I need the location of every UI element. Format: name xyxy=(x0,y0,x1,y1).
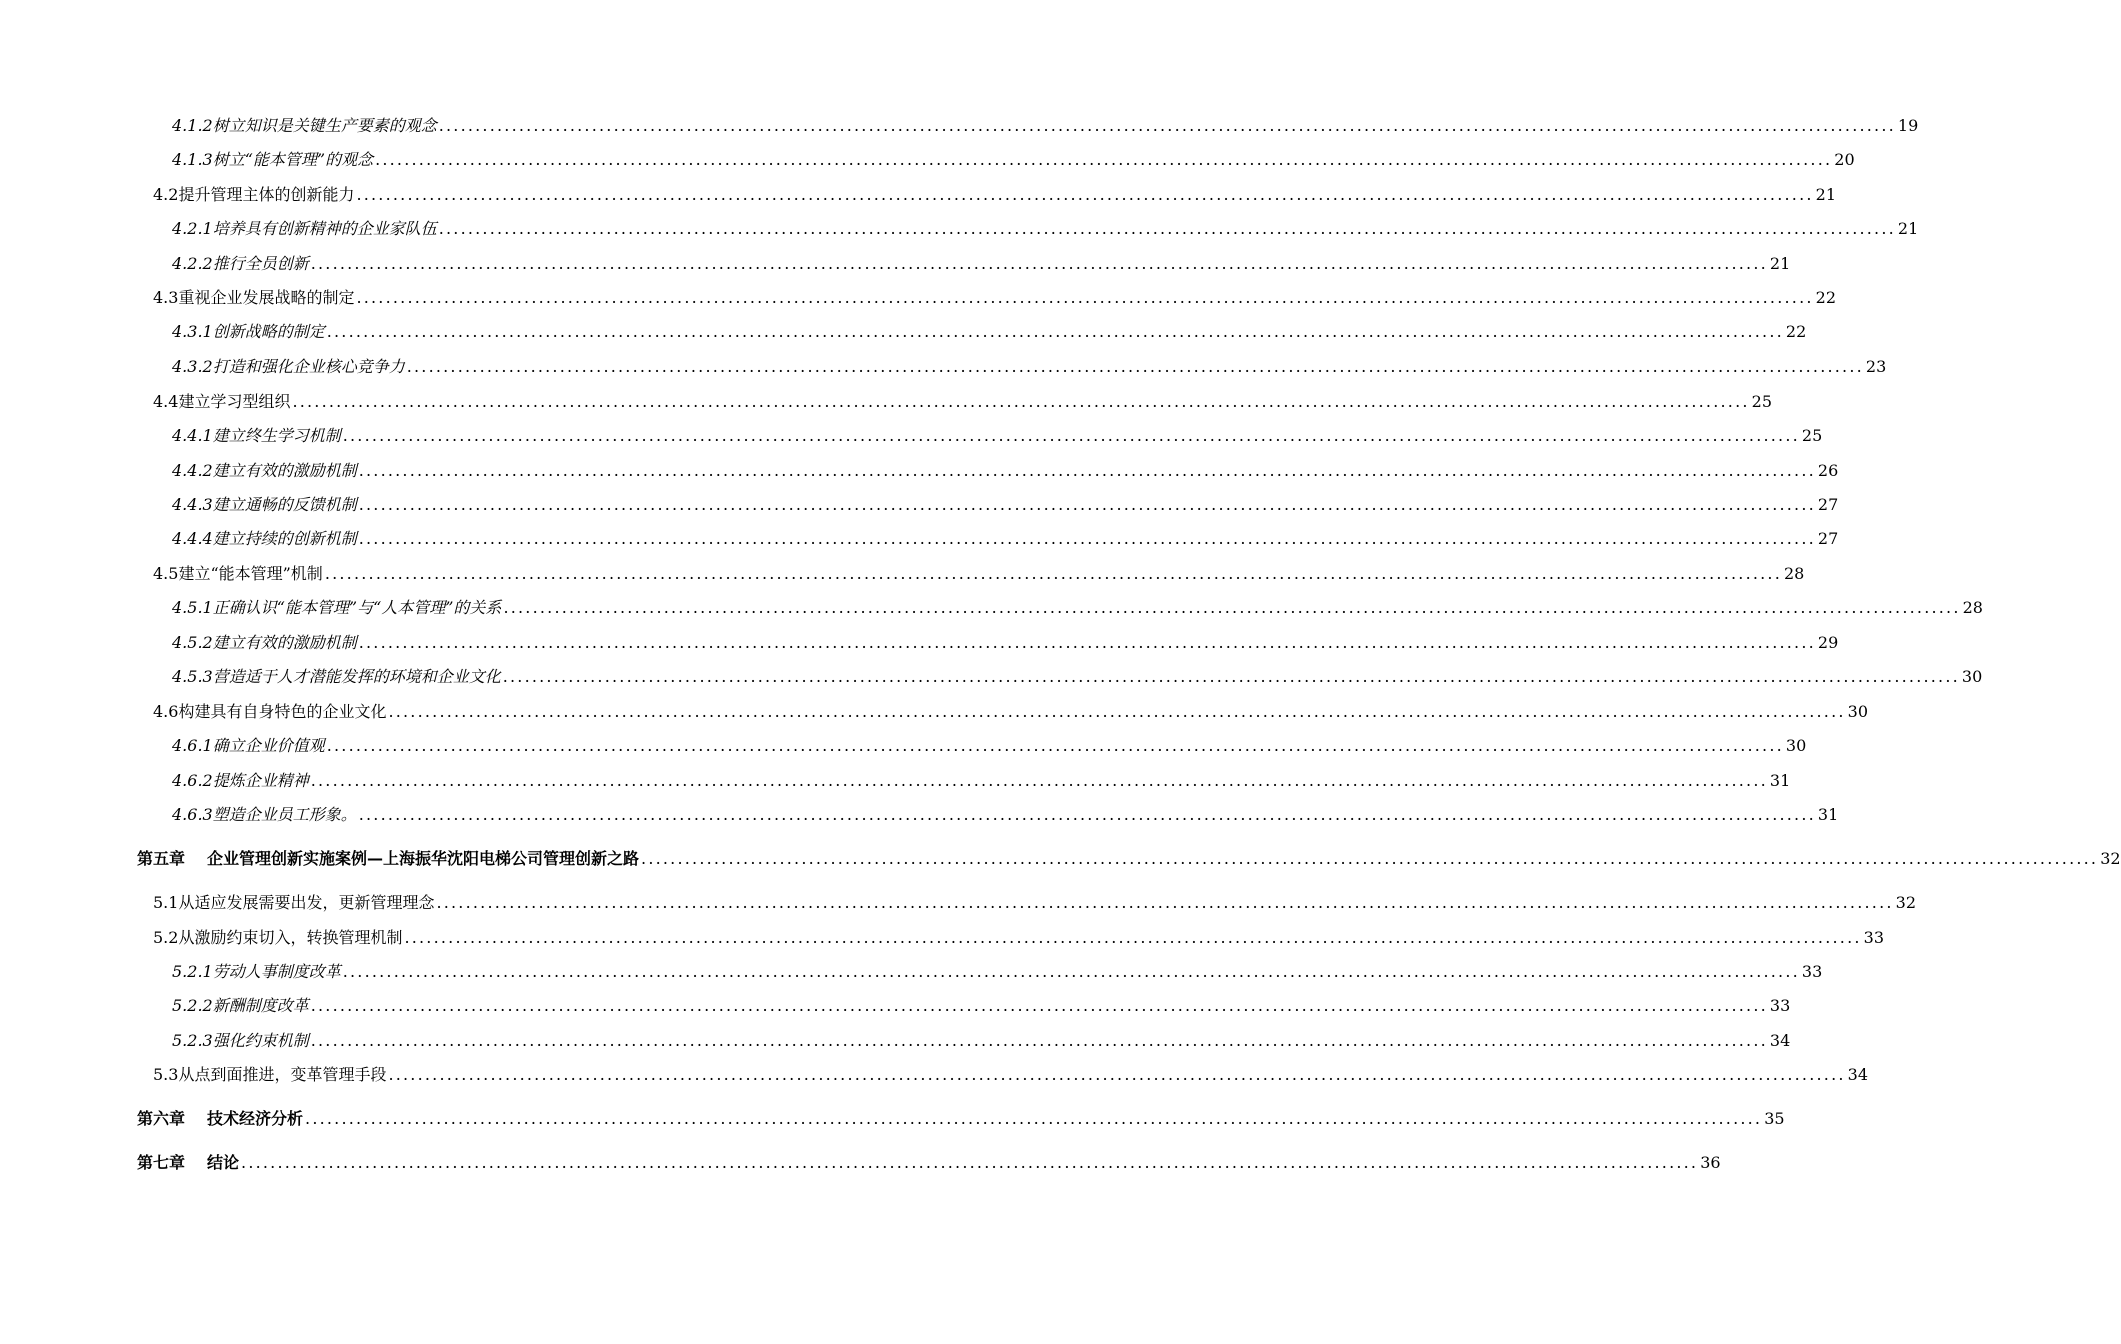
toc-entry-title: 4.3重视企业发展战略的制定 xyxy=(153,288,355,307)
toc-entry-title: 4.4.1建立终生学习机制 xyxy=(172,426,341,445)
toc-entry[interactable] xyxy=(172,770,1791,792)
toc-leader-dots: ........................................................................................................................................................................................................ xyxy=(241,1153,1699,1172)
toc-entry-title: 5.3从点到面推进，变革管理手段 xyxy=(153,1065,387,1084)
toc-leader-dots: ........................................................................................................................................................................................................ xyxy=(438,219,1896,238)
toc-chapter-entry[interactable] xyxy=(137,848,2121,870)
toc-leader-dots: ........................................................................................................................................................................................................ xyxy=(358,529,1816,548)
toc-page-number: 21 xyxy=(1815,185,1836,204)
toc-leader-dots: ........................................................................................................................................................................................................ xyxy=(502,667,1960,686)
toc-page-number: 30 xyxy=(1785,736,1807,755)
toc-entry-title: 4.6构建具有自身特色的企业文化 xyxy=(153,702,387,721)
toc-entry-title: 5.1从适应发展需要出发，更新管理理念 xyxy=(153,893,435,912)
toc-leader-dots: ........................................................................................................................................................................................................ xyxy=(358,633,1816,652)
toc-page-number: 33 xyxy=(1769,996,1791,1015)
toc-leader-dots: ........................................................................................................................................................................................................ xyxy=(324,564,1782,583)
toc-leader-dots: ........................................................................................................................................................................................................ xyxy=(342,426,1800,445)
toc-entry[interactable] xyxy=(172,804,1839,826)
toc-page-number: 20 xyxy=(1834,150,1855,169)
toc-entry-title: 4.6.1确立企业价值观 xyxy=(172,736,325,755)
toc-page-number: 35 xyxy=(1764,1109,1785,1128)
toc-leader-dots: ........................................................................................................................................................................................................ xyxy=(438,116,1896,135)
toc-page-number: 25 xyxy=(1751,392,1772,411)
toc-leader-dots: ........................................................................................................................................................................................................ xyxy=(358,461,1816,480)
toc-leader-dots: ........................................................................................................................................................................................................ xyxy=(388,1065,1846,1084)
toc-chapter-number: 第七章 xyxy=(137,1153,186,1172)
toc-entry[interactable] xyxy=(153,892,1916,914)
toc-leader-dots: ........................................................................................................................................................................................................ xyxy=(356,288,1814,307)
toc-entry[interactable] xyxy=(153,184,1836,206)
toc-leader-dots: ........................................................................................................................................................................................................ xyxy=(436,893,1894,912)
toc-leader-dots: ........................................................................................................................................................................................................ xyxy=(310,1031,1768,1050)
toc-chapter-number: 第五章 xyxy=(137,849,186,868)
toc-page-number: 32 xyxy=(2100,849,2121,868)
toc-leader-dots: ........................................................................................................................................................................................................ xyxy=(305,1109,1763,1128)
toc-entry-title: 4.2.1培养具有创新精神的企业家队伍 xyxy=(172,219,437,238)
toc-page-number: 33 xyxy=(1863,928,1884,947)
toc-entry-title: 4.2提升管理主体的创新能力 xyxy=(153,185,355,204)
toc-entry[interactable] xyxy=(153,287,1836,309)
toc-leader-dots: ........................................................................................................................................................................................................ xyxy=(641,849,2099,868)
toc-page-number: 34 xyxy=(1769,1031,1791,1050)
toc-entry[interactable] xyxy=(172,356,1887,378)
toc-entry-title: 4.6.3塑造企业员工形象。 xyxy=(172,805,357,824)
toc-entry[interactable] xyxy=(172,735,1807,757)
toc-page-number: 30 xyxy=(1961,667,1983,686)
toc-entry-title xyxy=(137,848,639,870)
toc-leader-dots: ........................................................................................................................................................................................................ xyxy=(310,771,1768,790)
toc-page-number: 33 xyxy=(1801,962,1823,981)
toc-entry[interactable] xyxy=(153,927,1884,949)
toc-entry-title: 4.5.2建立有效的激励机制 xyxy=(172,633,357,652)
toc-entry[interactable] xyxy=(172,149,1855,171)
toc-entry-title: 4.1.3树立“能本管理”的观念 xyxy=(172,150,374,169)
toc-entry[interactable] xyxy=(172,321,1807,343)
toc-page-number: 27 xyxy=(1817,495,1839,514)
toc-page-number: 27 xyxy=(1817,529,1839,548)
toc-leader-dots: ........................................................................................................................................................................................................ xyxy=(406,357,1864,376)
toc-entry-title: 5.2.3强化约束机制 xyxy=(172,1031,309,1050)
toc-chapter-title: 技术经济分析 xyxy=(207,1109,304,1128)
toc-leader-dots: ........................................................................................................................................................................................................ xyxy=(310,996,1768,1015)
toc-entry[interactable] xyxy=(172,425,1823,447)
toc-entry[interactable] xyxy=(172,494,1839,516)
toc-page-number: 22 xyxy=(1785,322,1807,341)
toc-entry-title xyxy=(137,1108,303,1130)
toc-entry[interactable] xyxy=(172,528,1839,550)
toc-chapter-title: 结论 xyxy=(207,1153,240,1172)
toc-chapter-number: 第六章 xyxy=(137,1109,186,1128)
toc-leader-dots: ........................................................................................................................................................................................................ xyxy=(375,150,1833,169)
toc-entry[interactable] xyxy=(172,995,1791,1017)
toc-entry[interactable] xyxy=(172,218,1919,240)
toc-entry-title: 5.2.1劳动人事制度改革 xyxy=(172,962,341,981)
toc-page-number: 26 xyxy=(1817,461,1839,480)
toc-entry-title: 4.3.1创新战略的制定 xyxy=(172,322,325,341)
toc-entry-title: 4.2.2推行全员创新 xyxy=(172,254,309,273)
toc-leader-dots: ........................................................................................................................................................................................................ xyxy=(404,928,1862,947)
toc-entry[interactable] xyxy=(172,460,1839,482)
toc-entry[interactable] xyxy=(153,391,1772,413)
toc-page-number: 25 xyxy=(1801,426,1823,445)
toc-entry[interactable] xyxy=(172,115,1919,137)
toc-leader-dots: ........................................................................................................................................................................................................ xyxy=(503,598,1961,617)
toc-leader-dots: ........................................................................................................................................................................................................ xyxy=(326,736,1784,755)
toc-leader-dots: ........................................................................................................................................................................................................ xyxy=(326,322,1784,341)
toc-page-number: 34 xyxy=(1847,1065,1868,1084)
toc-page-number: 21 xyxy=(1769,254,1791,273)
toc-page-number: 36 xyxy=(1700,1153,1721,1172)
toc-entry-title: 4.4.2建立有效的激励机制 xyxy=(172,461,357,480)
toc-leader-dots: ........................................................................................................................................................................................................ xyxy=(388,702,1846,721)
toc-entry-title: 4.4建立学习型组织 xyxy=(153,392,291,411)
toc-page-number: 28 xyxy=(1962,598,1983,617)
toc-entry[interactable] xyxy=(153,563,1805,585)
toc-chapter-entry[interactable] xyxy=(137,1152,1721,1174)
toc-entry-title: 4.5.1正确认识“能本管理”与“人本管理”的关系 xyxy=(172,598,502,617)
toc-entry[interactable] xyxy=(172,1030,1791,1052)
toc-entry-title: 4.4.3建立通畅的反馈机制 xyxy=(172,495,357,514)
toc-page-number: 21 xyxy=(1897,219,1919,238)
toc-page-number: 31 xyxy=(1769,771,1791,790)
toc-page-number: 30 xyxy=(1847,702,1868,721)
toc-leader-dots: ........................................................................................................................................................................................................ xyxy=(358,495,1816,514)
toc-leader-dots: ........................................................................................................................................................................................................ xyxy=(310,254,1768,273)
toc-entry-title: 5.2从激励约束切入，转换管理机制 xyxy=(153,928,403,947)
toc-entry-title: 4.5.3营造适于人才潜能发挥的环境和企业文化 xyxy=(172,667,501,686)
toc-entry[interactable] xyxy=(172,632,1839,654)
toc-entry-title: 4.4.4建立持续的创新机制 xyxy=(172,529,357,548)
toc-chapter-title: 企业管理创新实施案例—上海振华沈阳电梯公司管理创新之路 xyxy=(207,849,640,868)
toc-entry-title: 5.2.2新酬制度改革 xyxy=(172,996,309,1015)
toc-leader-dots: ........................................................................................................................................................................................................ xyxy=(292,392,1750,411)
toc-entry[interactable] xyxy=(153,1064,1868,1086)
toc-page-number: 29 xyxy=(1817,633,1839,652)
toc-entry[interactable] xyxy=(153,701,1868,723)
toc-entry[interactable] xyxy=(172,597,1983,619)
toc-entry-title: 4.5建立“能本管理”机制 xyxy=(153,564,323,583)
toc-entry-title: 4.1.2树立知识是关键生产要素的观念 xyxy=(172,116,437,135)
toc-page-number: 31 xyxy=(1817,805,1839,824)
toc-entry-title xyxy=(137,1152,239,1174)
toc-leader-dots: ........................................................................................................................................................................................................ xyxy=(342,962,1800,981)
toc-entry[interactable] xyxy=(172,961,1823,983)
toc-leader-dots: ........................................................................................................................................................................................................ xyxy=(358,805,1816,824)
toc-entry-title: 4.3.2打造和强化企业核心竞争力 xyxy=(172,357,405,376)
toc-page-number: 23 xyxy=(1865,357,1887,376)
toc-entry-title: 4.6.2提炼企业精神 xyxy=(172,771,309,790)
toc-page-number: 22 xyxy=(1815,288,1836,307)
toc-chapter-entry[interactable] xyxy=(137,1108,1785,1130)
toc-entry[interactable] xyxy=(172,253,1791,275)
toc-leader-dots: ........................................................................................................................................................................................................ xyxy=(356,185,1814,204)
toc-page-number: 19 xyxy=(1897,116,1919,135)
toc-entry[interactable] xyxy=(172,666,1983,688)
toc-page-number: 32 xyxy=(1895,893,1916,912)
toc-page-number: 28 xyxy=(1784,564,1805,583)
